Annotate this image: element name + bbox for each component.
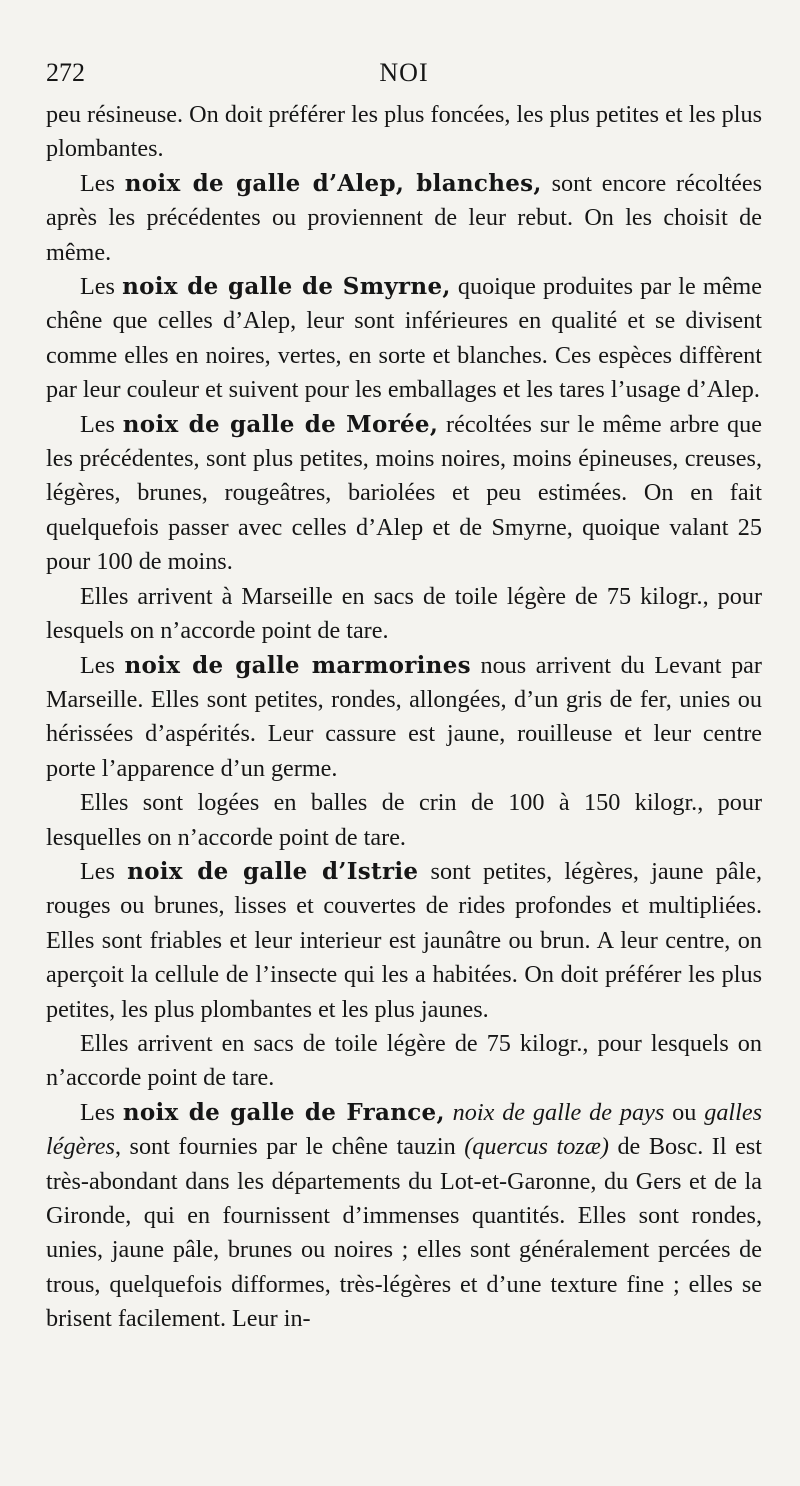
running-head bbox=[46, 48, 762, 98]
paragraph bbox=[46, 580, 762, 649]
bold-term: noix de galle d’Alep, blanches, bbox=[124, 169, 542, 197]
paragraph bbox=[46, 855, 762, 1027]
text-run: peu résineuse. On doit préférer les plus foncées, les plus petites et les plus plombantes. bbox=[46, 101, 762, 163]
text-run: Les bbox=[80, 651, 125, 679]
bold-term: noix de galle d’Istrie bbox=[127, 857, 419, 885]
text-run: sont encore récoltées après les précédentes ou proviennent de leur rebut. On les choisit de même. bbox=[46, 169, 762, 266]
paragraph bbox=[46, 649, 762, 787]
text-run: , sont fournies par le chêne tauzin bbox=[114, 1133, 465, 1161]
bold-term: noix de galle de Morée, bbox=[122, 410, 439, 438]
paragraph bbox=[46, 167, 762, 270]
text-run: Les bbox=[80, 857, 128, 885]
text-run: de Bosc. Il est très-abondant dans les départements du Lot-et-Garonne, du Gers et de la Gironde, qui en fournissent d’immenses quantités. Elles sont rondes, unies, jaune pâle, brunes ou noires ; elles sont généralement percées de trous, quelquefois difformes, très-légères et d’une texture fine ; elles se brisent facilement. Leur in- bbox=[46, 1133, 762, 1333]
italic-text: galles légères bbox=[46, 1098, 762, 1161]
text-run: Les bbox=[80, 273, 123, 301]
text-run: Elles arrivent à Marseille en sacs de toile légère de 75 kilogr., pour lesquels on n’accorde point de tare. bbox=[46, 582, 762, 645]
italic-text: noix de galle de pays bbox=[452, 1098, 665, 1126]
text-run: Les bbox=[80, 410, 123, 438]
text-run: récoltées sur le même arbre que les précédentes, sont plus petites, moins noires, moins épineuses, creuses, légères, brunes, rougeâtres, bariolées et peu estimées. On en fait quelquefois passer avec celles d’Alep et de Smyrne, quoique valant 25 pour 100 de moins. bbox=[46, 410, 762, 576]
text-run: nous arrivent du Levant par Marseille. Elles sont petites, rondes, allongées, d’un gris de fer, unies ou hérissées d’aspérités. Leur cassure est jaune, rouilleuse et leur centre porte l’apparence d’un germe. bbox=[46, 651, 762, 782]
bold-term: noix de galle marmorines bbox=[124, 651, 471, 679]
body-text bbox=[46, 98, 762, 1337]
running-title: NOI bbox=[379, 58, 429, 87]
paragraph bbox=[46, 270, 762, 408]
text-run: Elles sont logées en balles de crin de 100 à 150 kilogr., pour lesquelles on n’accorde point de tare. bbox=[46, 789, 762, 851]
paragraph bbox=[46, 408, 762, 580]
bold-term: noix de galle de Smyrne, bbox=[122, 273, 451, 301]
bold-term: noix de galle de France, bbox=[122, 1098, 445, 1126]
text-run: sont petites, légères, jaune pâle, rouges ou brunes, lisses et couvertes de rides profondes et multipliées. Elles sont friables et leur interieur est jaunâtre ou brun. A leur centre, on aperçoit la cellule de l’insecte qui les a habitées. On doit préférer les plus petites, les plus plombantes et les plus jaunes. bbox=[46, 857, 762, 1023]
paragraph bbox=[46, 786, 762, 855]
text-run: Les bbox=[80, 169, 125, 197]
text-run: Elles arrivent en sacs de toile légère de 75 kilogr., pour lesquels on n’accorde point de tare. bbox=[46, 1029, 762, 1092]
text-run: Les bbox=[80, 1098, 123, 1126]
paragraph bbox=[46, 1096, 762, 1337]
paragraph bbox=[46, 1027, 762, 1096]
page-number: 272 bbox=[46, 58, 85, 87]
text-run bbox=[445, 1099, 453, 1126]
text-run: quoique produites par le même chêne que celles d’Alep, leur sont inférieures en qualité et se divisent comme elles en noires, vertes, en sorte et blanches. Ces espèces diffèrent par leur couleur et suivent pour les emballages et les tares l’usage d’Alep. bbox=[46, 273, 762, 404]
italic-text: (quercus tozæ) bbox=[464, 1133, 609, 1161]
text-run: ou bbox=[664, 1098, 705, 1126]
paragraph bbox=[46, 98, 762, 167]
